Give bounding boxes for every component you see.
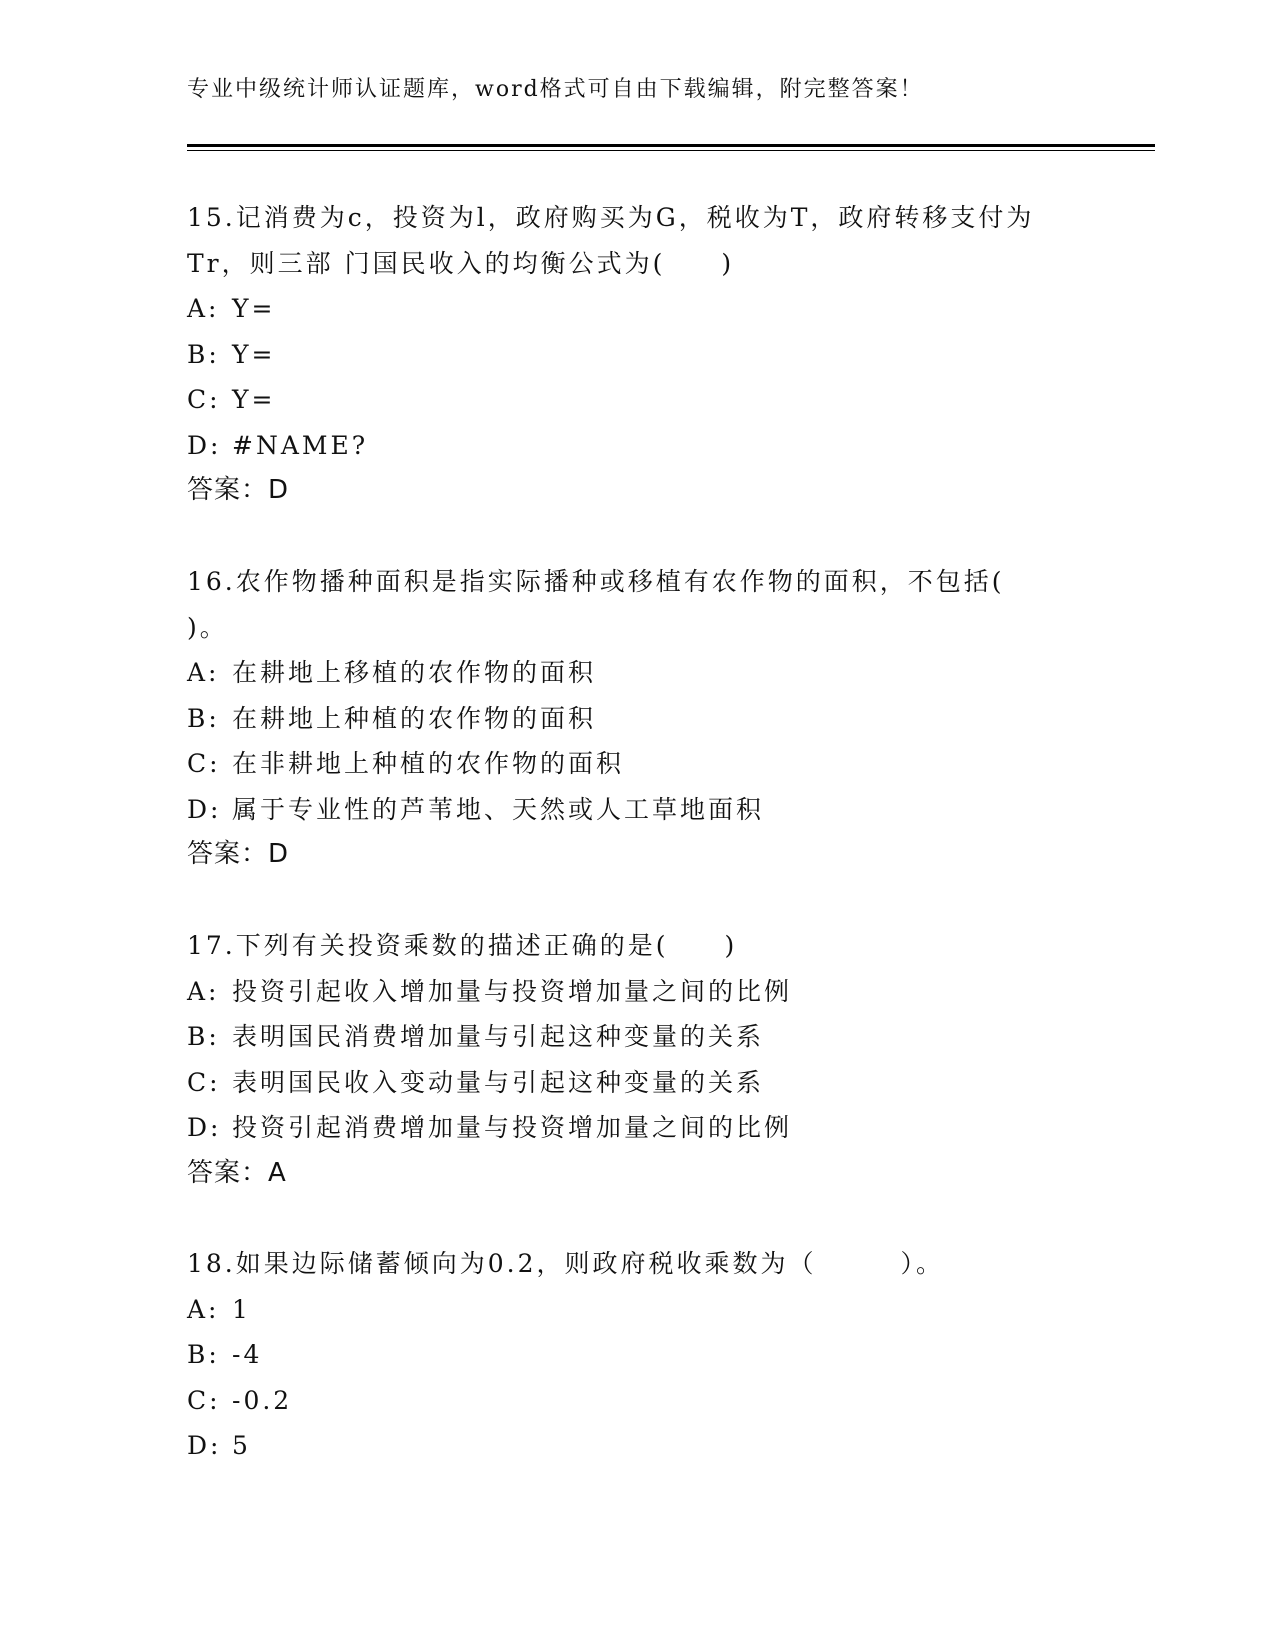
option-letter: D: [187, 430, 222, 460]
option-b [187, 332, 1087, 378]
option-letter: B: [187, 1022, 220, 1051]
option-letter: D: [187, 794, 222, 824]
option-text: Y= [232, 339, 276, 369]
option-letter: A: [187, 976, 220, 1006]
question-stem-line: 15.记消费为c，投资为l，政府购买为G，税收为T，政府转移支付为 [187, 203, 1035, 232]
option-text: 表明国民消费增加量与引起这种变量的关系 [232, 1022, 765, 1051]
option-text: 1 [232, 1294, 251, 1324]
option-c [187, 741, 1087, 787]
option-c [187, 1060, 1087, 1106]
option-text: -0.2 [232, 1385, 293, 1415]
option-text: #NAME? [232, 430, 369, 460]
option-d [187, 1423, 1087, 1469]
question-15 [187, 195, 1087, 514]
option-c [187, 1378, 1087, 1424]
answer: 答案：D [187, 839, 290, 869]
option-letter: C: [187, 385, 221, 414]
option-text: 在耕地上种植的农作物的面积 [232, 703, 597, 733]
question-18 [187, 1241, 1087, 1469]
option-c [187, 377, 1087, 423]
option-letter: A: [187, 1294, 220, 1324]
question-16 [187, 559, 1087, 878]
question-stem-line: 17.下列有关投资乘数的描述正确的是( ) [187, 931, 738, 960]
option-letter: A: [187, 658, 220, 687]
option-a [187, 969, 1087, 1015]
option-letter: D: [187, 1113, 222, 1142]
option-text: 在非耕地上种植的农作物的面积 [232, 749, 625, 778]
header-rule-thick [187, 144, 1155, 147]
page-header: 专业中级统计师认证题库，word格式可自由下载编辑，附完整答案！ [187, 77, 924, 102]
answer: 答案：A [187, 1157, 287, 1188]
option-d [187, 1105, 1087, 1151]
option-text: Y= [232, 385, 276, 414]
question-17 [187, 923, 1087, 1196]
question-stem-line: 16.农作物播种面积是指实际播种或移植有农作物的面积，不包括( [187, 567, 1005, 596]
option-b [187, 696, 1087, 742]
option-b [187, 1332, 1087, 1378]
option-text: 属于专业性的芦苇地、天然或人工草地面积 [232, 794, 765, 824]
option-text: 投资引起消费增加量与投资增加量之间的比例 [232, 1113, 793, 1142]
option-b [187, 1014, 1087, 1060]
option-a [187, 286, 1087, 332]
option-letter: B: [187, 339, 220, 369]
option-letter: B: [187, 1340, 220, 1369]
option-text: 5 [232, 1431, 251, 1460]
option-a [187, 1287, 1087, 1333]
question-stem-line: Tr，则三部 门国民收入的均衡公式为( ) [187, 248, 735, 278]
option-a [187, 650, 1087, 696]
question-stem-line: 18.如果边际储蓄倾向为0.2，则政府税收乘数为（ ）。 [187, 1249, 945, 1278]
option-text: 表明国民收入变动量与引起这种变量的关系 [232, 1067, 765, 1097]
answer: 答案：D [187, 475, 290, 505]
option-d [187, 423, 1087, 469]
option-text: Y= [232, 294, 276, 323]
option-letter: B: [187, 703, 220, 733]
option-letter: C: [187, 1385, 221, 1415]
option-letter: C: [187, 749, 221, 778]
option-text: -4 [232, 1340, 263, 1369]
option-d [187, 787, 1087, 833]
option-text: 在耕地上移植的农作物的面积 [232, 658, 597, 687]
option-letter: C: [187, 1067, 221, 1097]
question-stem-line: )。 [187, 612, 228, 642]
option-text: 投资引起收入增加量与投资增加量之间的比例 [232, 976, 793, 1006]
option-letter: D: [187, 1431, 222, 1460]
option-letter: A: [187, 294, 220, 323]
header-rule-thin [187, 150, 1155, 151]
